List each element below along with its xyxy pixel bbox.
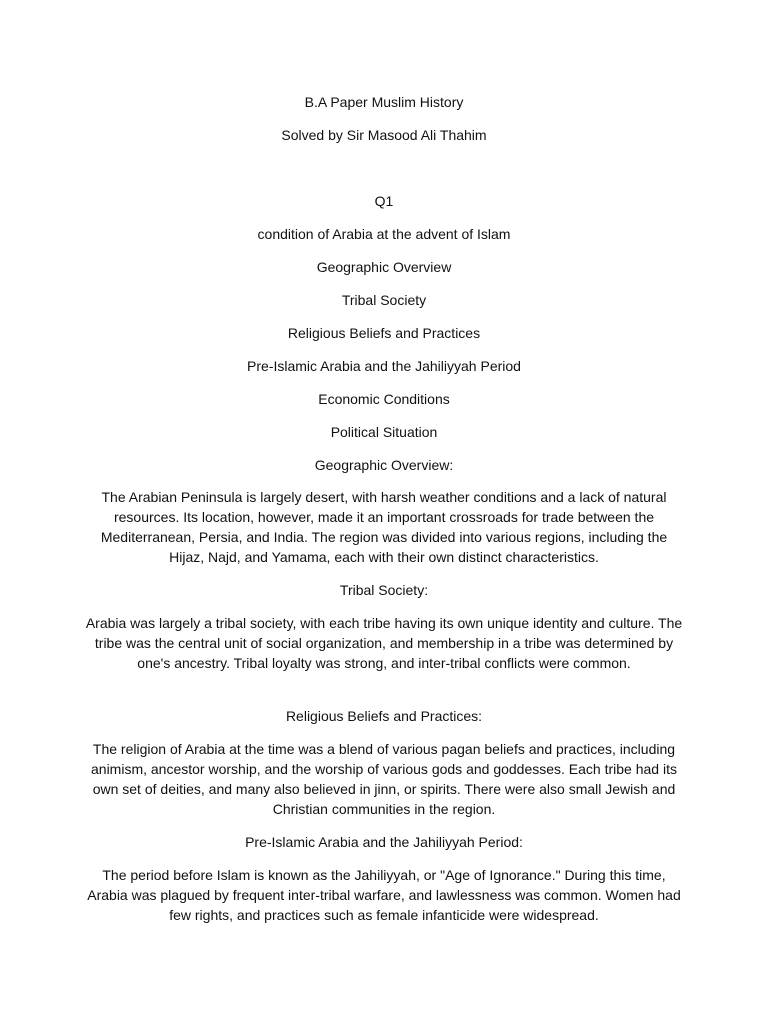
document-title: B.A Paper Muslim History bbox=[304, 94, 464, 110]
section-heading: Geographic Overview: bbox=[314, 457, 454, 473]
section-heading: Religious Beliefs and Practices: bbox=[285, 708, 483, 724]
outline-item: Tribal Society bbox=[341, 292, 427, 308]
document-author: Solved by Sir Masood Ali Thahim bbox=[281, 127, 487, 143]
outline-item: Pre-Islamic Arabia and the Jahiliyyah Period bbox=[247, 358, 521, 374]
outline-item: Religious Beliefs and Practices bbox=[287, 325, 481, 341]
section-body: The Arabian Peninsula is largely desert, with harsh weather conditions and a lack of natural resources. Its location, however, made it an important crossroads for trade between the Mediterranean, Persia, and India. The region was divided into various regions, including the Hijaz, Najd, and Yamama, each with their own distinct characteristics. bbox=[100, 489, 668, 565]
outline-item: Political Situation bbox=[330, 424, 438, 440]
section-body: The religion of Arabia at the time was a blend of various pagan beliefs and practices, including animism, ancestor worship, and the worship of various gods and goddesses. Each tribe had its own set of deities, and many also believed in jinn, or spirits. There were also small Jewish and Christian communities in the region. bbox=[91, 741, 677, 817]
section-body: Arabia was largely a tribal society, with each tribe having its own unique identity and culture. The tribe was the central unit of social organization, and membership in a tribe was determined by one's ancestry. Tribal loyalty was strong, and inter-tribal conflicts were common. bbox=[85, 615, 683, 671]
section-body: The period before Islam is known as the Jahiliyyah, or "Age of Ignorance." During this time, Arabia was plagued by frequent inter-tribal warfare, and lawlessness was common. Women had few rights, and practices such as female infanticide were widespread. bbox=[87, 867, 681, 923]
outline-item: Economic Conditions bbox=[318, 391, 450, 407]
outline-item: Geographic Overview bbox=[316, 259, 452, 275]
section-heading: Pre-Islamic Arabia and the Jahiliyyah Period: bbox=[245, 834, 523, 850]
question-topic: condition of Arabia at the advent of Islam bbox=[257, 226, 511, 242]
question-number: Q1 bbox=[374, 193, 394, 209]
section-heading: Tribal Society: bbox=[339, 582, 429, 598]
